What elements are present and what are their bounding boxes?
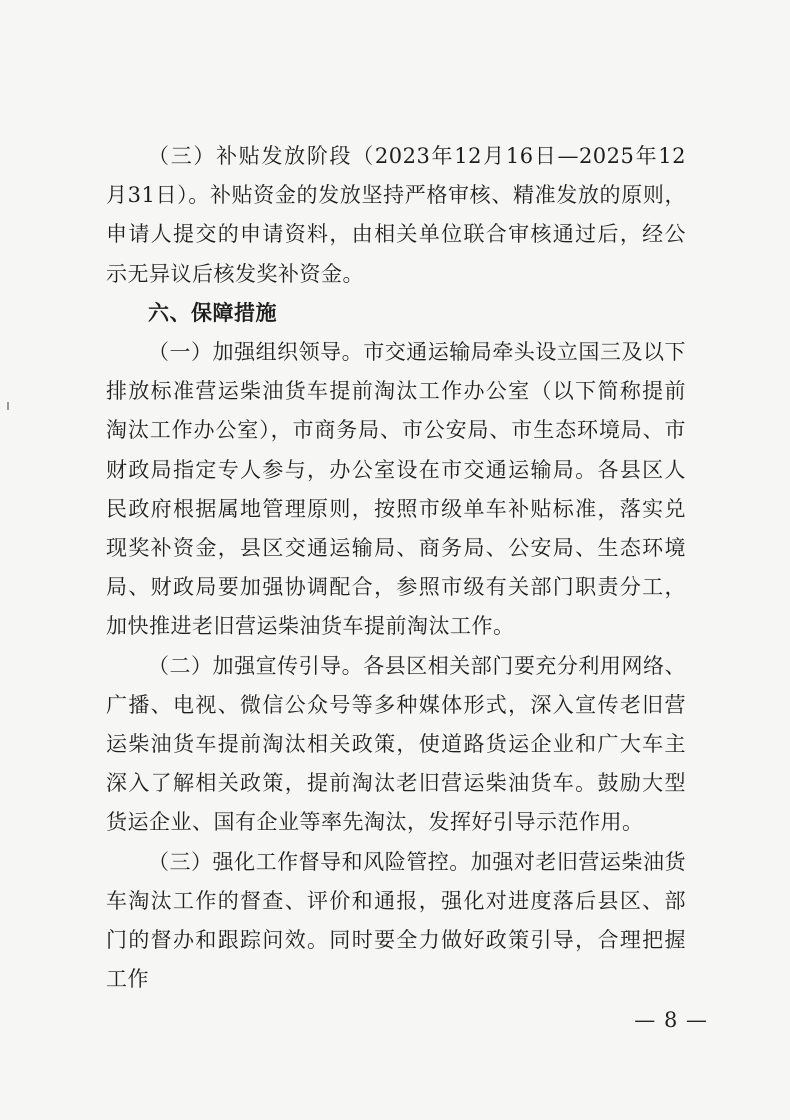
- page-number: — 8 —: [634, 1008, 708, 1032]
- scan-margin-mark: [7, 402, 9, 410]
- section-heading-safeguards: 六、保障措施: [148, 300, 277, 325]
- paragraph-publicity-guidance: （二）加强宣传引导。各县区相关部门要充分利用网络、广播、电视、微信公众号等多种媒体形式，深入宣传老旧营运柴油货车提前淘汰相关政策，使道路货运企业和广大车主深入了解相关政策，提前淘汰老旧营运柴油货车。鼓励大型货运企业、国有企业等率先淘汰，发挥好引导示范作用。: [106, 653, 686, 835]
- paragraph-subsidy-phase: （三）补贴发放阶段（2023年12月16日—2025年12月31日）。补贴资金的发放坚持严格审核、精准发放的原则，申请人提交的申请资料，由相关单位联合审核通过后，经公示无异议后核发奖补资金。: [106, 144, 686, 286]
- paragraph-organization-leadership: （一）加强组织领导。市交通运输局牵头设立国三及以下排放标准营运柴油货车提前淘汰工作办公室（以下简称提前淘汰工作办公室），市商务局、市公安局、市生态环境局、市财政局指定专人参与，办公室设在市交通运输局。各县区人民政府根据属地管理原则，按照市级单车补贴标准，落实兑现奖补资金，县区交通运输局、商务局、公安局、生态环境局、财政局要加强协调配合，参照市级有关部门职责分工，加快推进老旧营运柴油货车提前淘汰工作。: [106, 340, 686, 639]
- document-body: [106, 137, 686, 999]
- paragraph-supervision-risk: （三）强化工作督导和风险管控。加强对老旧营运柴油货车淘汰工作的督查、评价和通报，强化对进度落后县区、部门的督办和跟踪问效。同时要全力做好政策引导，合理把握工作: [106, 849, 686, 992]
